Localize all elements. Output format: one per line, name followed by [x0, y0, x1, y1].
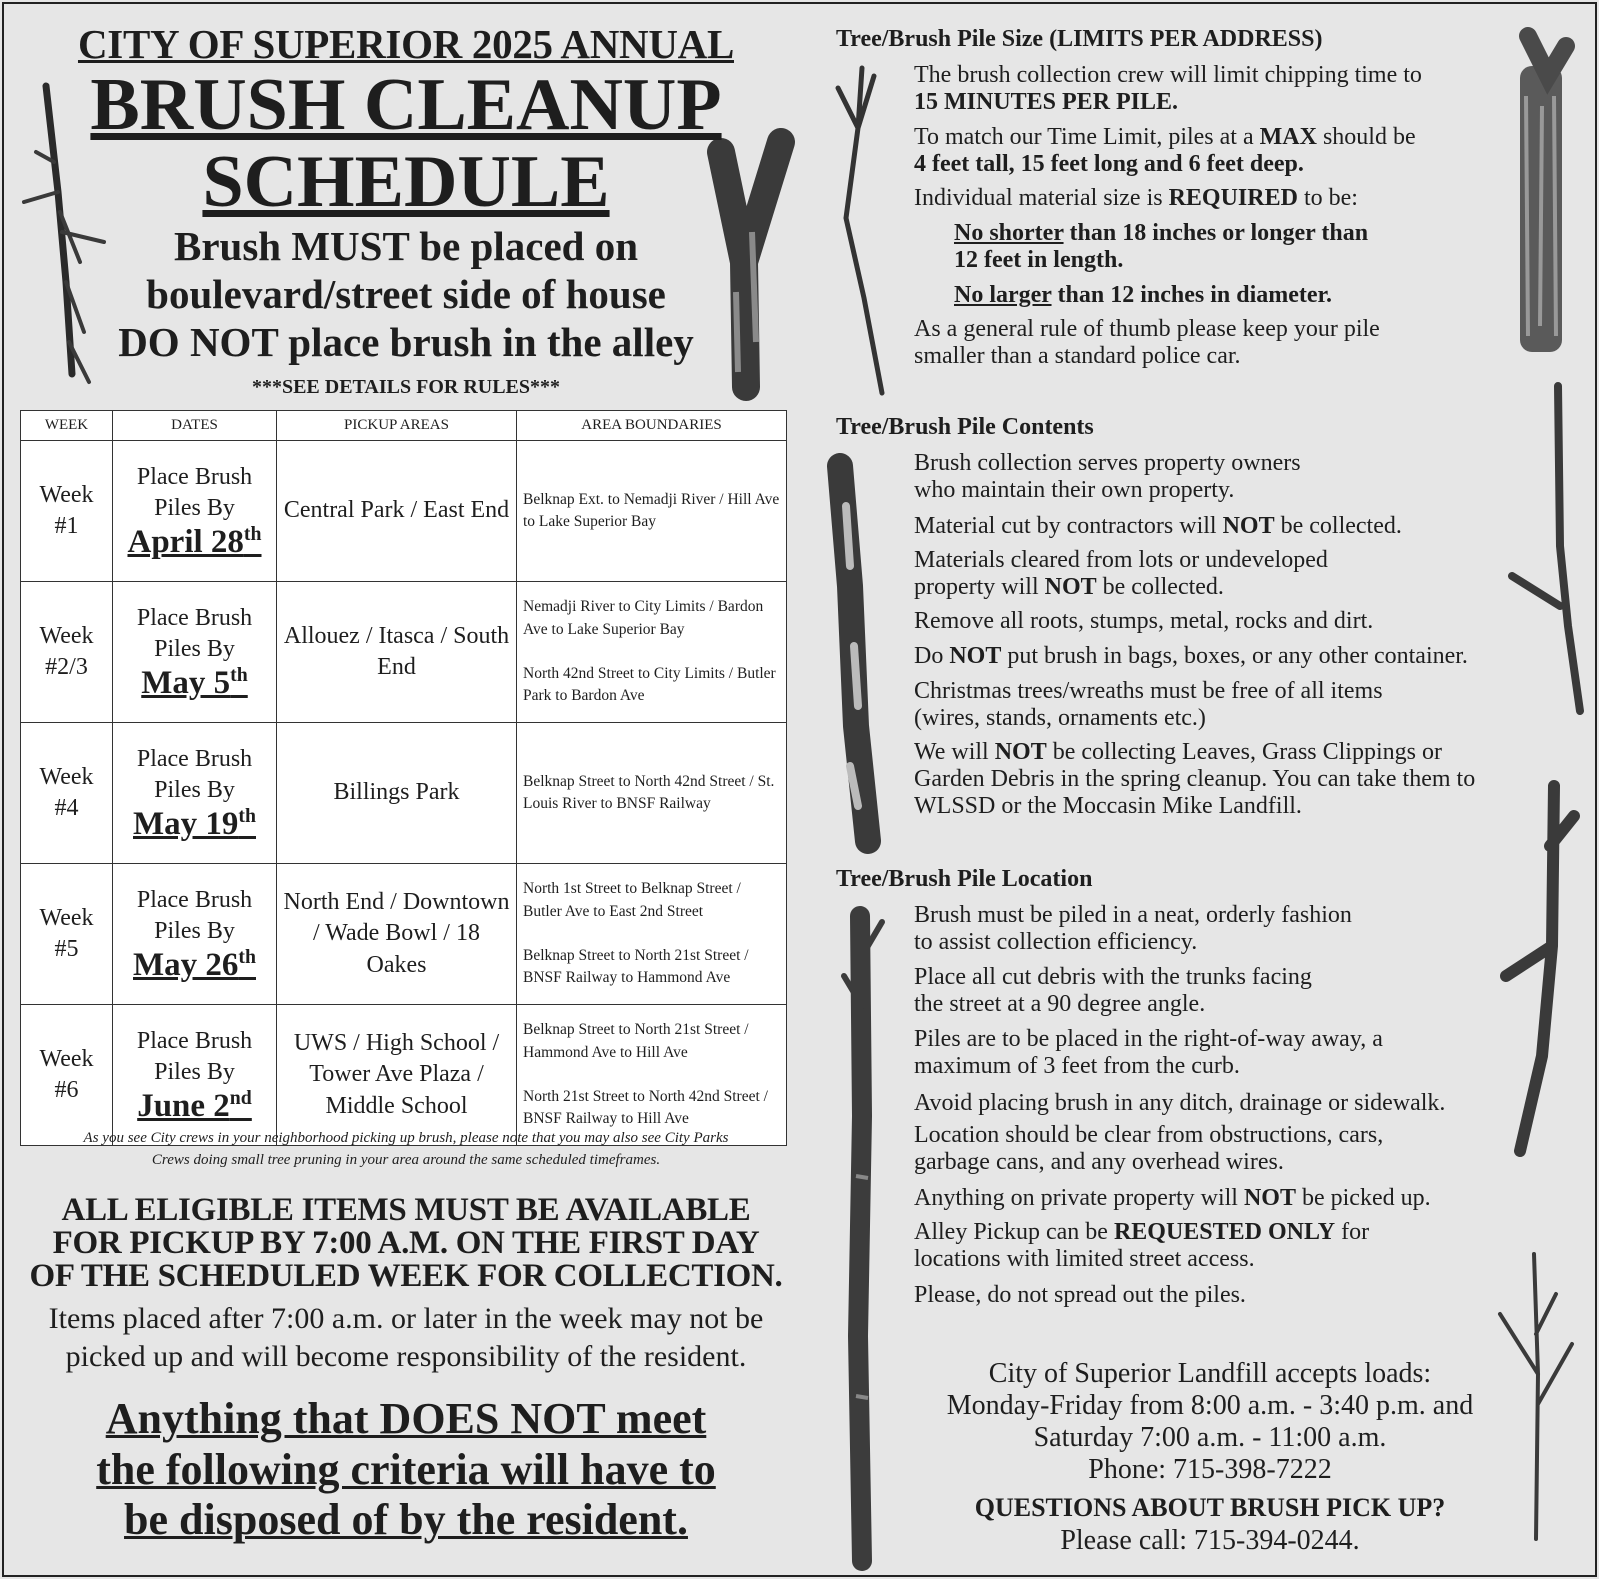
size-rule-max-line1 [914, 124, 1416, 151]
size-rule-police-car [914, 316, 1380, 370]
table-row [21, 441, 787, 582]
location-rule-no-spread: Please, do not spread out the piles. [914, 1282, 1246, 1308]
disposal-warning [20, 1394, 792, 1546]
contents-rule-leaves [914, 739, 1475, 820]
size-rule-length [954, 220, 1368, 274]
flyer-title: CITY OF SUPERIOR 2025 ANNUAL [77, 21, 734, 67]
size-rule-required [914, 185, 1358, 212]
location-rule-alley-pickup [914, 1219, 1369, 1273]
section-title-pile-location: Tree/Brush Pile Location [836, 866, 1093, 892]
date-cell [113, 582, 277, 723]
text-span: To match our Time Limit, piles at a [914, 124, 1260, 150]
date-cell [113, 723, 277, 864]
landfill-phone: Phone: 715-398-7222 [1088, 1453, 1332, 1485]
contents-leaves-line2: Garden Debris in the spring cleanup. You can take them to [914, 765, 1476, 792]
column-header-week: WEEK [21, 411, 113, 441]
parks-crew-note-line1: As you see City crews in your neighborhood picking up brush, please note that you may also see City Parks [83, 1130, 729, 1146]
location-row-line1: Piles are to be placed in the right-of-way away, a [914, 1026, 1383, 1052]
text-span: Do [914, 643, 950, 669]
contents-rule-christmas-trees [914, 678, 1383, 732]
location-rule-neat [914, 902, 1352, 956]
landfill-info [900, 1358, 1520, 1486]
parks-crew-note-line2: Crews doing small tree pruning in your area around the same scheduled timeframes. [151, 1151, 661, 1168]
table-row [21, 1005, 787, 1146]
contents-rule-contractors [914, 513, 1402, 540]
week-number: #1 [54, 513, 79, 539]
date-cell [113, 1005, 277, 1146]
contents-lots-line2 [914, 574, 1328, 601]
items-placed-line1: Items placed after 7:00 a.m. or later in the week may not be [48, 1302, 764, 1335]
branch-illustration-size [834, 68, 904, 398]
boundary-text-2: Belknap Street to North 21st Street / BNSF Railway to Hammond Ave [523, 947, 749, 987]
emphasis-required: REQUIRED [1168, 185, 1298, 211]
pickup-date-suffix: th [238, 805, 256, 828]
placement-rule-line1: Brush MUST be placed on [173, 223, 638, 269]
pickup-date-main: May 26 [133, 947, 239, 984]
emphasis-not: NOT [1044, 573, 1097, 600]
placement-rule-line2: boulevard/street side of house [146, 271, 666, 317]
date-prefix-line2: Piles By [154, 635, 235, 662]
week-number: #6 [54, 1077, 79, 1103]
date-prefix-line1: Place Brush [136, 604, 253, 631]
contents-rule-owners [914, 450, 1301, 504]
log-illustration-top-right [1508, 36, 1578, 356]
emphasis-not: NOT [949, 643, 1002, 669]
location-trunks-line2: the street at a 90 degree angle. [914, 990, 1206, 1017]
week-cell [21, 582, 113, 723]
text-span: Individual material size is [914, 185, 1169, 211]
branch-illustration-contents-right [1506, 386, 1586, 716]
size-rule-police-line1: As a general rule of thumb please keep your pile [914, 316, 1380, 342]
pickup-date-main: May 5 [141, 665, 231, 702]
location-obstructions-line1: Location should be clear from obstructions, cars, [914, 1122, 1384, 1148]
pickup-date [117, 806, 272, 842]
eligible-items-line3: OF THE SCHEDULED WEEK FOR COLLECTION. [29, 1258, 783, 1294]
size-rule-chipping-line1: The brush collection crew will limit chipping time to [914, 62, 1422, 88]
items-placed-late-notice [20, 1300, 792, 1375]
size-rule-max-dimensions [914, 124, 1416, 178]
text-span: Alley Pickup can be [914, 1219, 1114, 1245]
text-span: to be: [1297, 185, 1358, 211]
contents-rule-no-containers [914, 643, 1468, 670]
week-number: #4 [54, 795, 79, 821]
size-rule-diameter [954, 282, 1332, 309]
emphasis-no-larger: No larger [954, 282, 1052, 308]
branch-illustration-contents-left [828, 466, 888, 846]
schedule-table [20, 410, 787, 1146]
boundary-text-1: Belknap Street to North 42nd Street / St. Louis River to BNSF Railway [523, 772, 775, 812]
week-label: Week [39, 1045, 94, 1072]
contents-rule-remove: Remove all roots, stumps, metal, rocks and dirt. [914, 608, 1374, 634]
pickup-date [117, 524, 272, 560]
emphasis-not: NOT [1222, 513, 1275, 539]
contents-lots-line1: Materials cleared from lots or undeveloped [914, 547, 1328, 573]
week-number: #5 [54, 936, 79, 962]
placement-rule-line3: DO NOT place brush in the alley [118, 319, 694, 365]
text-span: Material cut by contractors will [914, 513, 1223, 539]
date-prefix-line1: Place Brush [136, 886, 253, 913]
text-span: be picked up. [1295, 1185, 1431, 1211]
questions-phone: Please call: 715-394-0244. [1060, 1525, 1360, 1556]
eligible-items-line2: FOR PICKUP BY 7:00 A.M. ON THE FIRST DAY [52, 1225, 760, 1261]
eligible-items-notice [20, 1194, 792, 1293]
week-cell [21, 723, 113, 864]
column-header-area-boundaries: AREA BOUNDARIES [517, 411, 787, 441]
boundary-text-1: North 1st Street to Belknap Street / Butler Ave to East 2nd Street [523, 880, 741, 920]
emphasis-max: MAX [1259, 124, 1317, 150]
week-label: Week [39, 481, 94, 508]
location-trunks-line1: Place all cut debris with the trunks facing [914, 964, 1312, 990]
section-title-pile-size: Tree/Brush Pile Size (LIMITS PER ADDRESS) [836, 26, 1323, 52]
text-span: than 12 inches in diameter. [1051, 282, 1332, 308]
location-rule-trunks [914, 964, 1312, 1018]
location-rule-avoid-ditch: Avoid placing brush in any ditch, drainage or sidewalk. [914, 1090, 1446, 1116]
see-details-note: ***SEE DETAILS FOR RULES*** [251, 376, 561, 398]
pickup-date-suffix: th [243, 523, 262, 546]
location-obstructions-line2: garbage cans, and any overhead wires. [914, 1148, 1284, 1175]
text-span: Anything on private property will [914, 1185, 1244, 1211]
location-row-line2: maximum of 3 feet from the curb. [914, 1052, 1240, 1079]
location-neat-line1: Brush must be piled in a neat, orderly fashion [914, 902, 1352, 928]
date-prefix-line1: Place Brush [136, 745, 253, 772]
emphasis-no-shorter: No shorter [954, 220, 1064, 246]
table-header-row [21, 411, 787, 441]
contents-leaves-line3: WLSSD or the Moccasin Mike Landfill. [914, 792, 1302, 819]
eligible-items-line1: ALL ELIGIBLE ITEMS MUST BE AVAILABLE [61, 1192, 751, 1228]
text-span: be collected. [1274, 513, 1402, 539]
text-span: for [1335, 1219, 1370, 1245]
pickup-date-main: May 19 [133, 806, 239, 843]
text-span: property will [914, 573, 1045, 600]
contents-christmas-line1: Christmas trees/wreaths must be free of all items [914, 678, 1383, 704]
size-rule-police-line2: smaller than a standard police car. [914, 342, 1241, 369]
pickup-areas-cell: North End / Downtown / Wade Bowl / 18 Oakes [277, 864, 517, 1005]
date-cell [113, 441, 277, 582]
landfill-line1: City of Superior Landfill accepts loads: [988, 1358, 1432, 1389]
contents-rule-lots [914, 547, 1328, 601]
area-boundaries-cell [517, 1005, 787, 1146]
pickup-areas-cell: Central Park / East End [277, 441, 517, 582]
date-prefix-line2: Piles By [154, 917, 235, 944]
date-cell [113, 864, 277, 1005]
disposal-warning-line1: Anything that DOES NOT meet [105, 1394, 707, 1443]
location-rule-obstructions [914, 1122, 1383, 1176]
disposal-warning-line2: the following criteria will have to [96, 1444, 716, 1494]
landfill-hours-saturday: Saturday 7:00 a.m. - 11:00 a.m. [1033, 1421, 1387, 1453]
location-alley-line2: locations with limited street access. [914, 1245, 1255, 1272]
contents-owners-line1: Brush collection serves property owners [914, 450, 1301, 476]
pickup-areas-cell: UWS / High School / Tower Ave Plaza / Middle School [277, 1005, 517, 1146]
date-prefix-line2: Piles By [154, 1058, 235, 1085]
section-title-pile-contents: Tree/Brush Pile Contents [836, 414, 1094, 440]
branch-illustration-location-right [1496, 786, 1586, 1156]
text-span: than 18 inches or longer than [1063, 220, 1369, 246]
items-placed-line2: picked up and will become responsibility of the resident. [65, 1339, 747, 1373]
table-row [21, 723, 787, 864]
size-rule-chipping-line2: 15 MINUTES PER PILE. [914, 88, 1179, 115]
emphasis-not: NOT [1243, 1185, 1296, 1211]
contents-christmas-line2: (wires, stands, ornaments etc.) [914, 704, 1206, 731]
text-span: be collected. [1096, 573, 1224, 600]
date-prefix-line2: Piles By [154, 494, 235, 521]
area-boundaries-cell [517, 441, 787, 582]
table-row [21, 582, 787, 723]
size-rule-max-line2: 4 feet tall, 15 feet long and 6 feet deep. [914, 150, 1304, 177]
main-heading-line1: BRUSH CLEANUP [90, 64, 722, 146]
location-rule-private-property [914, 1185, 1431, 1212]
week-label: Week [39, 904, 94, 931]
parks-crew-note [20, 1128, 792, 1172]
questions-heading: QUESTIONS ABOUT BRUSH PICK UP? [974, 1493, 1446, 1522]
stick-illustration-bottom-left [836, 916, 896, 1566]
area-boundaries-cell [517, 723, 787, 864]
week-cell [21, 864, 113, 1005]
boundary-text-2: North 42nd Street to City Limits / Butler Park to Bardon Ave [523, 665, 776, 705]
pickup-areas-cell: Billings Park [277, 723, 517, 864]
main-heading-line2: SCHEDULE [202, 141, 610, 223]
week-number: #2/3 [45, 654, 88, 680]
date-prefix-line1: Place Brush [136, 1027, 253, 1054]
pickup-date-suffix: th [238, 946, 256, 969]
pickup-date-suffix: th [230, 664, 248, 687]
pickup-date-main: June 2 [137, 1088, 230, 1125]
pickup-date [117, 947, 272, 983]
pickup-areas-cell: Allouez / Itasca / South End [277, 582, 517, 723]
pickup-date-main: April 28 [127, 524, 244, 561]
emphasis-not: NOT [994, 739, 1047, 765]
landfill-hours-weekday: Monday-Friday from 8:00 a.m. - 3:40 p.m. and [946, 1389, 1474, 1421]
date-prefix-line2: Piles By [154, 776, 235, 803]
week-cell [21, 1005, 113, 1146]
size-rule-length-line2: 12 feet in length. [954, 246, 1124, 273]
boundary-text-2: North 21st Street to North 42nd Street / BNSF Railway to Hill Ave [523, 1088, 768, 1128]
contents-owners-line2: who maintain their own property. [914, 476, 1235, 503]
text-span: put brush in bags, boxes, or any other container. [1001, 643, 1468, 669]
size-rule-chipping-time [914, 62, 1422, 116]
size-rule-length-line1 [954, 220, 1368, 247]
week-label: Week [39, 763, 94, 790]
area-boundaries-cell [517, 864, 787, 1005]
location-neat-line2: to assist collection efficiency. [914, 928, 1198, 955]
location-rule-right-of-way [914, 1026, 1383, 1080]
text-span: should be [1316, 124, 1416, 150]
text-span: We will [914, 739, 995, 765]
week-cell [21, 441, 113, 582]
column-header-pickup-areas: PICKUP AREAS [277, 411, 517, 441]
pickup-date [117, 1088, 272, 1124]
pickup-date-suffix: nd [229, 1087, 252, 1110]
disposal-warning-line3: be disposed of by the resident. [124, 1495, 688, 1545]
contents-leaves-line1 [914, 739, 1475, 766]
text-span: be collecting Leaves, Grass Clippings or [1046, 739, 1442, 765]
emphasis-requested-only: REQUESTED ONLY [1113, 1219, 1336, 1245]
pickup-date [117, 665, 272, 701]
boundary-text-1: Nemadji River to City Limits / Bardon Ave to Lake Superior Bay [523, 598, 764, 638]
boundary-text-1: Belknap Street to North 21st Street / Hammond Ave to Hill Ave [523, 1021, 749, 1061]
area-boundaries-cell [517, 582, 787, 723]
week-label: Week [39, 622, 94, 649]
table-row [21, 864, 787, 1005]
location-alley-line1 [914, 1219, 1369, 1246]
boundary-text-1: Belknap Ext. to Nemadji River / Hill Ave to Lake Superior Bay [523, 490, 780, 530]
column-header-dates: DATES [113, 411, 277, 441]
date-prefix-line1: Place Brush [136, 463, 253, 490]
